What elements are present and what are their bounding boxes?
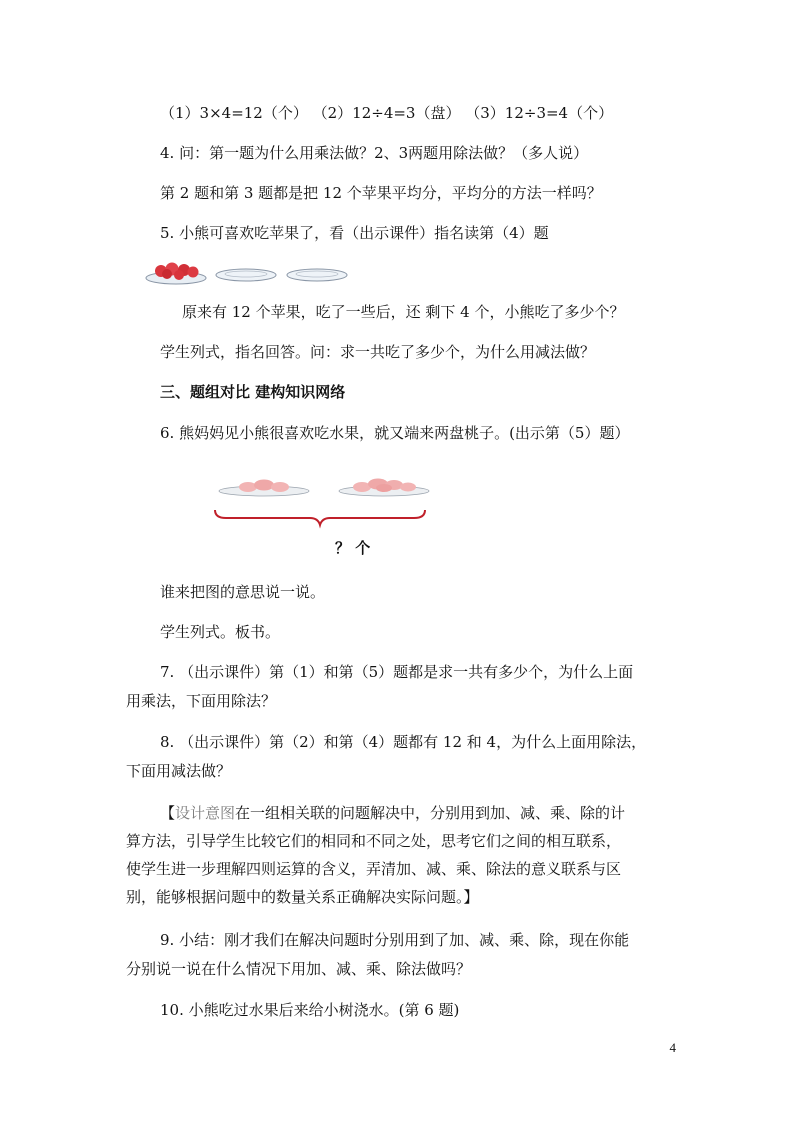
- plate-with-peaches: [339, 479, 429, 497]
- design-intent-line4: 别，能够根据问题中的数量关系正确解决实际问题。】: [126, 888, 479, 906]
- question-9-line2: 分别说一说在什么情况下用加、减、乘、除法做吗？: [126, 960, 472, 978]
- question-8-line2: 下面用减法做？: [126, 762, 232, 780]
- question-5: 5. 小熊可喜欢吃苹果了，看（出示课件）指名读第（4）题: [160, 224, 549, 242]
- question-8-line1: 8. （出示课件）第（2）和第（4）题都有 12 和 4，为什么上面用除法，: [160, 733, 647, 751]
- design-intent-text: 在一组相关联的问题解决中，分别用到加、减、乘、除的计: [235, 804, 626, 822]
- plate-with-peaches: [219, 480, 309, 497]
- design-intent-line2: 算方法，引导学生比较它们的相同和不同之处，思考它们之间的相互联系，: [126, 832, 622, 850]
- discussion-prompt: 谁来把图的意思说一说。: [160, 583, 326, 601]
- question-4-followup: 第 2 题和第 3 题都是把 12 个苹果平均分，平均分的方法一样吗？: [160, 184, 602, 202]
- apple-plates-illustration: [145, 258, 355, 288]
- brace-label: ？ 个: [335, 539, 371, 557]
- question-10: 10. 小熊吃过水果后来给小树浇水。(第 6 题): [160, 1001, 460, 1019]
- empty-plate: [216, 269, 276, 281]
- design-intent-title: 设计意图: [175, 804, 236, 822]
- design-intent-line3: 使学生进一步理解四则运算的含义，弄清加、减、乘、除法的意义联系与区: [126, 860, 622, 878]
- bracket-open: 【: [160, 804, 176, 822]
- peach-plates-illustration: [212, 472, 432, 532]
- question-4: 4. 问：第一题为什么用乘法做？2、3两题用除法做？（多人说）: [160, 144, 589, 162]
- question-6: 6. 熊妈妈见小熊很喜欢吃水果，就又端来两盘桃子。(出示第（5）题）: [160, 424, 630, 442]
- question-7-line1: 7. （出示课件）第（1）和第（5）题都是求一共有多少个，为什么上面: [160, 663, 634, 681]
- question-9-line1: 9. 小结：刚才我们在解决问题时分别用到了加、减、乘、除，现在你能: [160, 931, 630, 949]
- equations-line: （1）3×4=12（个） （2）12÷4=3（盘） （3）12÷3=4（个）: [160, 104, 614, 122]
- page-number: 4: [669, 1040, 676, 1055]
- question-7-line2: 用乘法，下面用除法？: [126, 692, 277, 710]
- design-intent-line1: [160, 803, 625, 823]
- student-answer-4: 学生列式，指名回答。问：求一共吃了多少个，为什么用减法做？: [160, 343, 596, 361]
- student-formula: 学生列式。板书。: [160, 623, 281, 641]
- section-heading: 三、题组对比 建构知识网络: [160, 383, 346, 401]
- problem-4-text: 原来有 12 个苹果，吃了一些后，还 剩下 4 个，小熊吃了多少个？: [182, 303, 625, 321]
- empty-plate: [287, 269, 347, 281]
- plate-with-apples: [146, 263, 206, 285]
- curly-brace: [215, 510, 425, 525]
